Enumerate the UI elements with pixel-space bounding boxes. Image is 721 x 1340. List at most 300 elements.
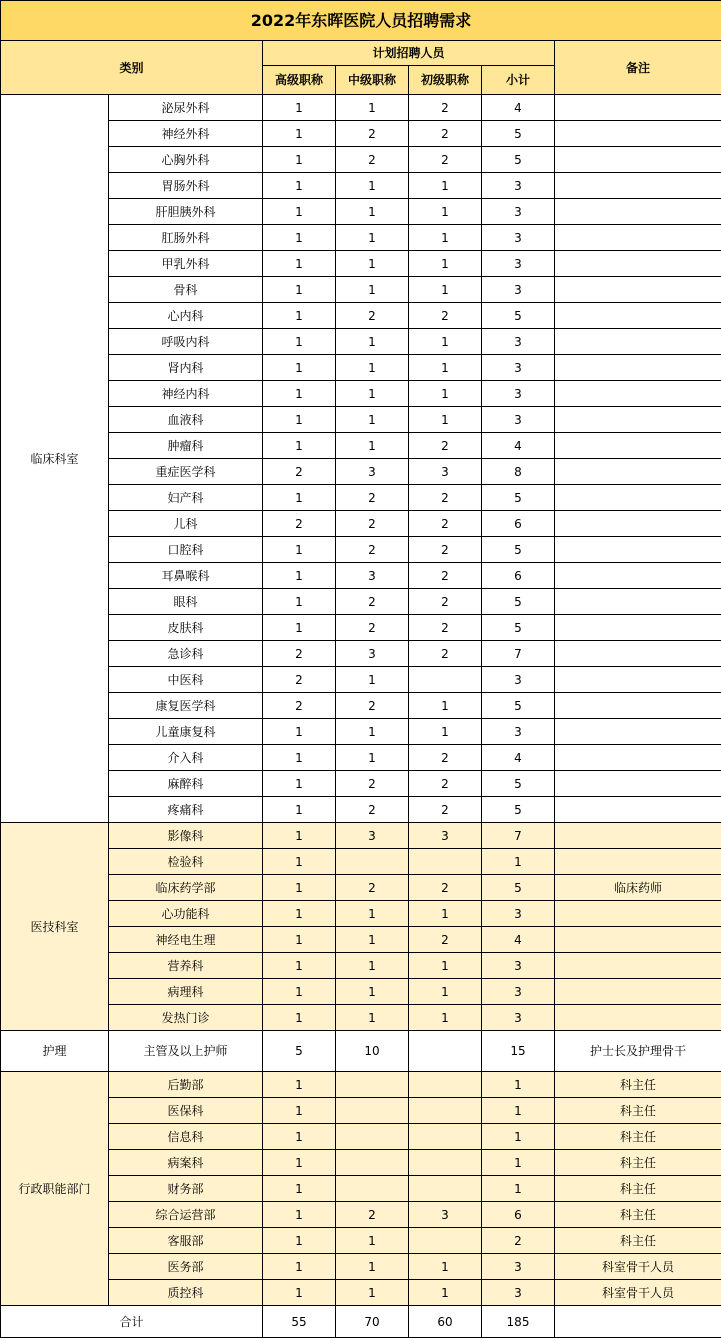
total-subtotal: 185 [482,1306,555,1338]
cell-subtotal: 3 [482,277,555,303]
cell-senior: 1 [263,1005,336,1031]
table-row [1,953,721,979]
group-name: 行政职能部门 [1,1072,109,1306]
cell-remark [555,823,721,849]
total-junior: 60 [409,1306,482,1338]
table-row [1,719,721,745]
header-junior: 初级职称 [409,66,482,95]
cell-subtotal: 1 [482,849,555,875]
cell-senior: 1 [263,303,336,329]
cell-senior: 1 [263,1124,336,1150]
cell-middle: 1 [336,953,409,979]
header-remark: 备注 [555,41,721,95]
cell-middle: 1 [336,1254,409,1280]
cell-junior [409,1228,482,1254]
table-row [1,537,721,563]
cell-dept: 病案科 [109,1150,263,1176]
cell-senior: 1 [263,251,336,277]
cell-senior: 1 [263,953,336,979]
cell-middle: 2 [336,511,409,537]
table-title: 2022年东晖医院人员招聘需求 [1,1,721,41]
cell-middle: 2 [336,303,409,329]
cell-middle: 1 [336,225,409,251]
cell-middle: 10 [336,1031,409,1072]
cell-remark [555,459,721,485]
cell-dept: 胃肠外科 [109,173,263,199]
cell-middle: 2 [336,875,409,901]
cell-junior: 3 [409,1202,482,1228]
cell-remark: 科主任 [555,1098,721,1124]
cell-remark: 科主任 [555,1150,721,1176]
cell-remark [555,225,721,251]
cell-middle [336,1098,409,1124]
cell-remark [555,537,721,563]
cell-senior: 1 [263,121,336,147]
cell-senior: 2 [263,459,336,485]
cell-senior: 1 [263,1098,336,1124]
cell-dept: 神经电生理 [109,927,263,953]
cell-junior: 3 [409,823,482,849]
cell-dept: 介入科 [109,745,263,771]
cell-junior: 2 [409,875,482,901]
cell-subtotal: 6 [482,563,555,589]
cell-senior: 2 [263,511,336,537]
cell-senior: 1 [263,1228,336,1254]
cell-subtotal: 1 [482,1150,555,1176]
cell-middle: 2 [336,537,409,563]
cell-middle: 1 [336,719,409,745]
cell-junior [409,1072,482,1098]
cell-senior: 1 [263,199,336,225]
cell-remark: 科主任 [555,1202,721,1228]
table-row [1,173,721,199]
cell-middle: 1 [336,95,409,121]
cell-junior: 1 [409,1005,482,1031]
table-row [1,355,721,381]
cell-middle: 2 [336,485,409,511]
table-row [1,979,721,1005]
cell-middle: 1 [336,329,409,355]
cell-remark: 科主任 [555,1228,721,1254]
table-row [1,745,721,771]
cell-middle: 1 [336,901,409,927]
cell-subtotal: 4 [482,433,555,459]
cell-senior: 1 [263,485,336,511]
cell-remark [555,355,721,381]
cell-dept: 医务部 [109,1254,263,1280]
cell-middle: 1 [336,1228,409,1254]
cell-middle [336,1150,409,1176]
cell-senior: 1 [263,823,336,849]
table-row [1,901,721,927]
cell-dept: 发热门诊 [109,1005,263,1031]
cell-junior: 2 [409,537,482,563]
cell-subtotal: 5 [482,303,555,329]
table-row [1,225,721,251]
cell-remark [555,121,721,147]
cell-subtotal: 1 [482,1098,555,1124]
table-row [1,147,721,173]
cell-dept: 肿瘤科 [109,433,263,459]
table-row [1,1150,721,1176]
total-middle: 70 [336,1306,409,1338]
cell-dept: 医保科 [109,1098,263,1124]
total-senior: 55 [263,1306,336,1338]
table-row [1,641,721,667]
cell-senior: 1 [263,797,336,823]
cell-junior: 2 [409,95,482,121]
cell-senior: 1 [263,1072,336,1098]
cell-remark [555,641,721,667]
cell-remark [555,979,721,1005]
cell-subtotal: 5 [482,875,555,901]
cell-junior: 1 [409,901,482,927]
cell-subtotal: 3 [482,1254,555,1280]
header-middle: 中级职称 [336,66,409,95]
cell-dept: 财务部 [109,1176,263,1202]
cell-senior: 2 [263,641,336,667]
cell-middle: 2 [336,615,409,641]
cell-remark [555,797,721,823]
cell-junior: 2 [409,797,482,823]
cell-junior: 1 [409,953,482,979]
cell-subtotal: 1 [482,1072,555,1098]
cell-dept: 疼痛科 [109,797,263,823]
cell-subtotal: 4 [482,745,555,771]
cell-senior: 1 [263,901,336,927]
cell-remark: 科主任 [555,1124,721,1150]
header-category: 类别 [1,41,263,95]
cell-subtotal: 5 [482,121,555,147]
cell-subtotal: 7 [482,823,555,849]
cell-middle: 1 [336,381,409,407]
cell-remark [555,849,721,875]
cell-junior [409,849,482,875]
cell-subtotal: 8 [482,459,555,485]
cell-subtotal: 3 [482,251,555,277]
cell-senior: 1 [263,381,336,407]
table-row [1,121,721,147]
cell-subtotal: 7 [482,641,555,667]
cell-dept: 血液科 [109,407,263,433]
table-row [1,563,721,589]
cell-middle: 1 [336,745,409,771]
cell-dept: 肾内科 [109,355,263,381]
table-row [1,329,721,355]
table-row [1,797,721,823]
cell-middle: 2 [336,797,409,823]
cell-dept: 心功能科 [109,901,263,927]
cell-remark [555,251,721,277]
cell-junior: 2 [409,563,482,589]
cell-senior: 1 [263,849,336,875]
table-row [1,1228,721,1254]
cell-dept: 神经内科 [109,381,263,407]
table-row [1,433,721,459]
cell-subtotal: 5 [482,147,555,173]
cell-junior: 2 [409,485,482,511]
cell-middle [336,849,409,875]
table-row [1,95,721,121]
cell-subtotal: 5 [482,693,555,719]
table-row [1,1098,721,1124]
cell-senior: 5 [263,1031,336,1072]
table-row [1,1031,721,1072]
cell-subtotal: 15 [482,1031,555,1072]
cell-subtotal: 3 [482,355,555,381]
group-name: 临床科室 [1,95,109,823]
cell-middle: 1 [336,1005,409,1031]
cell-remark [555,563,721,589]
cell-remark [555,511,721,537]
cell-middle [336,1124,409,1150]
cell-middle: 1 [336,1280,409,1306]
table-row [1,407,721,433]
cell-dept: 口腔科 [109,537,263,563]
cell-dept: 麻醉科 [109,771,263,797]
cell-remark: 护士长及护理骨干 [555,1031,721,1072]
group-name: 护理 [1,1031,109,1072]
cell-senior: 1 [263,147,336,173]
cell-junior: 2 [409,589,482,615]
table-row [1,1124,721,1150]
cell-senior: 1 [263,407,336,433]
cell-remark: 科室骨干人员 [555,1280,721,1306]
cell-subtotal: 5 [482,485,555,511]
cell-dept: 信息科 [109,1124,263,1150]
table-row [1,277,721,303]
cell-dept: 泌尿外科 [109,95,263,121]
cell-junior: 2 [409,303,482,329]
cell-middle: 1 [336,979,409,1005]
cell-senior: 1 [263,771,336,797]
cell-junior [409,667,482,693]
table-row [1,771,721,797]
cell-junior: 2 [409,121,482,147]
cell-remark [555,303,721,329]
cell-senior: 1 [263,615,336,641]
table-row [1,1202,721,1228]
cell-subtotal: 3 [482,199,555,225]
cell-middle: 2 [336,589,409,615]
cell-middle: 3 [336,459,409,485]
cell-remark [555,1005,721,1031]
cell-subtotal: 3 [482,1280,555,1306]
table-row [1,199,721,225]
cell-remark [555,771,721,797]
cell-senior: 1 [263,329,336,355]
total-remark [555,1306,721,1338]
cell-middle: 3 [336,563,409,589]
header-plan: 计划招聘人员 [263,41,555,66]
cell-remark [555,329,721,355]
cell-dept: 中医科 [109,667,263,693]
cell-senior: 1 [263,225,336,251]
cell-senior: 1 [263,589,336,615]
cell-subtotal: 5 [482,589,555,615]
cell-senior: 2 [263,693,336,719]
cell-middle: 1 [336,355,409,381]
cell-middle [336,1072,409,1098]
cell-dept: 病理科 [109,979,263,1005]
cell-senior: 1 [263,95,336,121]
cell-remark [555,433,721,459]
cell-dept: 重症医学科 [109,459,263,485]
cell-junior: 1 [409,1254,482,1280]
cell-middle: 1 [336,173,409,199]
cell-subtotal: 5 [482,615,555,641]
table-body [1,95,721,1338]
cell-subtotal: 3 [482,979,555,1005]
cell-junior: 2 [409,771,482,797]
cell-remark [555,953,721,979]
cell-remark [555,147,721,173]
table-row [1,511,721,537]
cell-dept: 儿童康复科 [109,719,263,745]
cell-remark: 科室骨干人员 [555,1254,721,1280]
table-row [1,381,721,407]
table-row [1,875,721,901]
cell-dept: 主管及以上护师 [109,1031,263,1072]
cell-remark: 科主任 [555,1176,721,1202]
cell-junior [409,1098,482,1124]
cell-junior: 3 [409,459,482,485]
table-row [1,1254,721,1280]
cell-subtotal: 2 [482,1228,555,1254]
cell-middle [336,1176,409,1202]
table-row [1,303,721,329]
cell-middle: 1 [336,927,409,953]
cell-senior: 1 [263,433,336,459]
cell-remark [555,381,721,407]
cell-junior: 1 [409,355,482,381]
cell-subtotal: 5 [482,797,555,823]
table-row [1,615,721,641]
cell-junior: 1 [409,381,482,407]
table-row [1,459,721,485]
cell-junior: 2 [409,745,482,771]
header-senior: 高级职称 [263,66,336,95]
cell-junior [409,1124,482,1150]
cell-junior [409,1031,482,1072]
cell-remark [555,667,721,693]
cell-dept: 检验科 [109,849,263,875]
cell-senior: 1 [263,1254,336,1280]
table-row [1,667,721,693]
table-row [1,251,721,277]
total-label: 合计 [1,1306,263,1338]
cell-subtotal: 3 [482,953,555,979]
table-row [1,485,721,511]
cell-dept: 妇产科 [109,485,263,511]
cell-remark [555,615,721,641]
cell-dept: 后勤部 [109,1072,263,1098]
cell-junior: 2 [409,433,482,459]
cell-dept: 甲乳外科 [109,251,263,277]
cell-junior: 1 [409,693,482,719]
cell-subtotal: 3 [482,407,555,433]
cell-subtotal: 1 [482,1124,555,1150]
cell-senior: 1 [263,355,336,381]
table-row [1,849,721,875]
cell-dept: 肝胆胰外科 [109,199,263,225]
cell-dept: 心胸外科 [109,147,263,173]
cell-dept: 呼吸内科 [109,329,263,355]
table-row [1,823,721,849]
cell-junior: 2 [409,615,482,641]
cell-remark [555,927,721,953]
cell-subtotal: 3 [482,225,555,251]
cell-dept: 骨科 [109,277,263,303]
table-row [1,1280,721,1306]
cell-remark [555,485,721,511]
cell-middle: 1 [336,199,409,225]
cell-middle: 1 [336,407,409,433]
cell-middle: 1 [336,251,409,277]
cell-subtotal: 6 [482,511,555,537]
cell-dept: 临床药学部 [109,875,263,901]
cell-junior: 1 [409,173,482,199]
cell-dept: 儿科 [109,511,263,537]
cell-remark [555,745,721,771]
cell-middle: 2 [336,693,409,719]
cell-subtotal: 3 [482,381,555,407]
cell-senior: 1 [263,875,336,901]
cell-remark [555,719,721,745]
cell-subtotal: 3 [482,719,555,745]
table-row [1,1005,721,1031]
cell-remark [555,589,721,615]
cell-senior: 1 [263,1150,336,1176]
cell-subtotal: 3 [482,329,555,355]
cell-middle: 2 [336,1202,409,1228]
table-row [1,1072,721,1098]
cell-junior: 1 [409,277,482,303]
cell-subtotal: 3 [482,667,555,693]
cell-senior: 1 [263,927,336,953]
cell-middle: 1 [336,433,409,459]
cell-senior: 1 [263,1176,336,1202]
cell-junior: 2 [409,641,482,667]
cell-subtotal: 3 [482,173,555,199]
cell-middle: 2 [336,147,409,173]
cell-senior: 2 [263,667,336,693]
cell-subtotal: 4 [482,927,555,953]
cell-middle: 3 [336,641,409,667]
cell-dept: 综合运营部 [109,1202,263,1228]
cell-dept: 影像科 [109,823,263,849]
table-row [1,693,721,719]
cell-subtotal: 5 [482,537,555,563]
cell-dept: 康复医学科 [109,693,263,719]
cell-dept: 营养科 [109,953,263,979]
cell-remark: 科主任 [555,1072,721,1098]
cell-middle: 1 [336,667,409,693]
cell-senior: 1 [263,173,336,199]
cell-remark [555,95,721,121]
cell-subtotal: 6 [482,1202,555,1228]
cell-senior: 1 [263,1280,336,1306]
cell-junior [409,1150,482,1176]
cell-remark [555,199,721,225]
cell-junior: 1 [409,225,482,251]
cell-dept: 急诊科 [109,641,263,667]
cell-remark [555,277,721,303]
cell-dept: 客服部 [109,1228,263,1254]
cell-senior: 1 [263,1202,336,1228]
cell-junior: 2 [409,927,482,953]
cell-senior: 1 [263,979,336,1005]
